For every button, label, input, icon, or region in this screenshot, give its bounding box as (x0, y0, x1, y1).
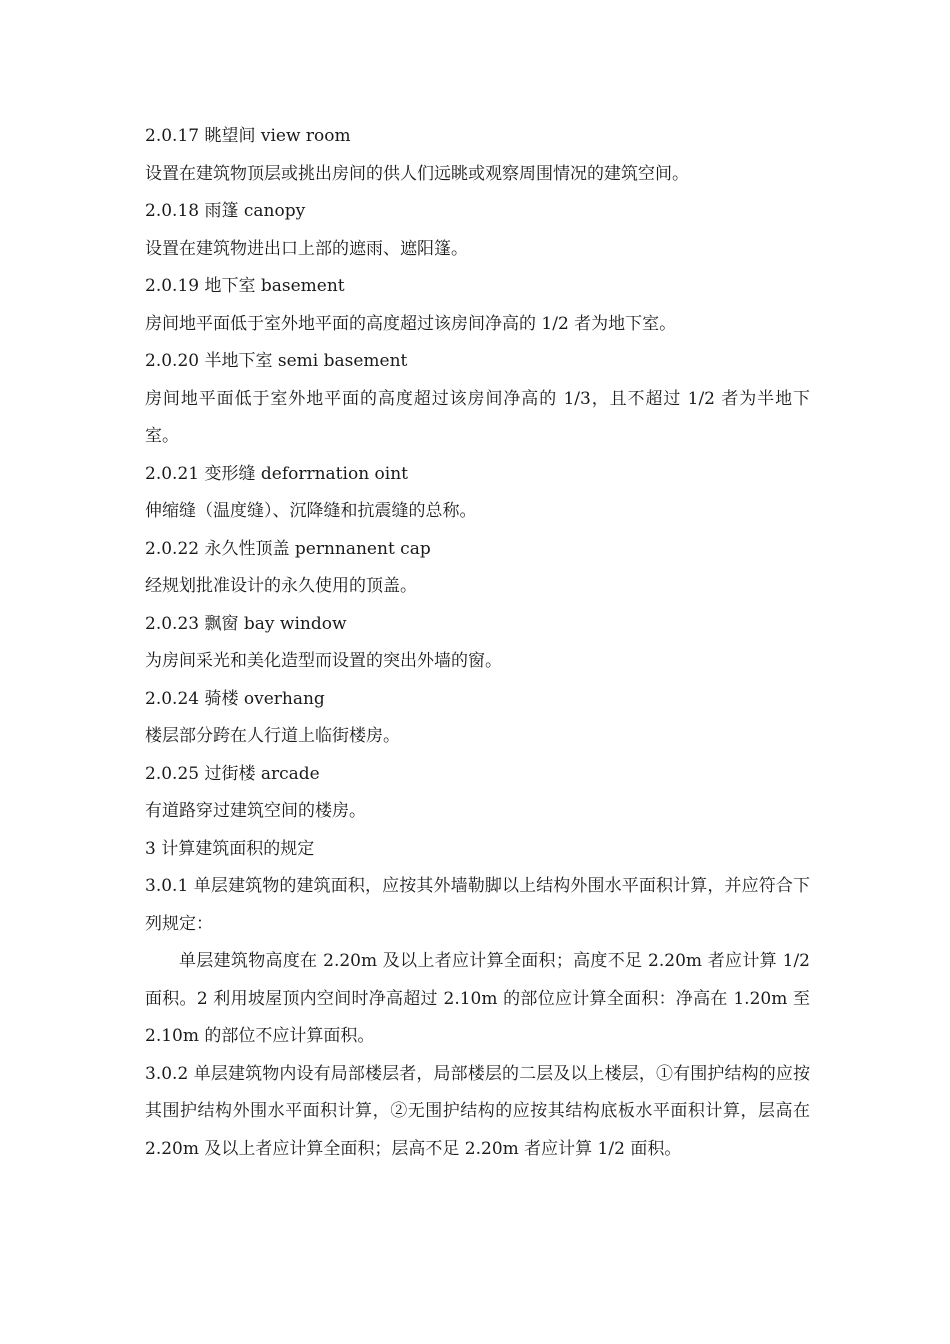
term-definition-canopy: 设置在建筑物进出口上部的遮雨、遮阳篷。 (145, 238, 468, 259)
term-definition-bay-window: 为房间采光和美化造型而设置的突出外墙的窗。 (145, 651, 502, 671)
term-heading-semi-basement: 2.0.20 半地下室 semi basement (145, 351, 408, 371)
term-heading-arcade: 2.0.25 过街楼 arcade (145, 763, 320, 784)
term-definition-basement: 房间地平面低于室外地平面的高度超过该房间净高的 1/2 者为地下室。 (145, 313, 677, 334)
term-definition-semi-basement: 房间地平面低于室外地平面的高度超过该房间净高的 1/3，且不超过 1/2 者为半地下室。 (145, 388, 810, 446)
term-heading-view-room: 2.0.17 眺望间 view room (145, 126, 351, 146)
term-heading-deformation-joint: 2.0.21 变形缝 deforrnation oint (145, 463, 408, 484)
term-heading-permanent-cap: 2.0.22 永久性顶盖 pernnanent cap (145, 538, 431, 559)
section-heading-area-rules: 3 计算建筑面积的规定 (145, 838, 315, 859)
rule-3-0-1-detail: 单层建筑物高度在 2.20m 及以上者应计算全面积；高度不足 2.20m 者应计算 1/2 面积。2 利用坡屋顶内空间时净高超过 2.10m 的部位应计算全面积：净高在 1.20m 至 2.10m 的部位不应计算面积。 (145, 951, 810, 1046)
term-definition-permanent-cap: 经规划批准设计的永久使用的顶盖。 (145, 576, 417, 596)
term-heading-overhang: 2.0.24 骑楼 overhang (145, 688, 325, 709)
term-definition-view-room: 设置在建筑物顶层或挑出房间的供人们远眺或观察周围情况的建筑空间。 (145, 163, 689, 184)
term-definition-arcade: 有道路穿过建筑空间的楼房。 (145, 801, 366, 821)
rule-3-0-2: 3.0.2 单层建筑物内设有局部楼层者，局部楼层的二层及以上楼层，①有围护结构的应按其围护结构外围水平面积计算，②无围护结构的应按其结构底板水平面积计算，层高在 2.20m 及以上者应计算全面积；层高不足 2.20m 者应计算 1/2 面积。 (145, 1063, 810, 1159)
rule-3-0-1: 3.0.1 单层建筑物的建筑面积，应按其外墙勒脚以上结构外围水平面积计算，并应符合下列规定： (145, 876, 810, 934)
term-definition-overhang: 楼层部分跨在人行道上临街楼房。 (145, 726, 400, 746)
term-heading-bay-window: 2.0.23 飘窗 bay window (145, 613, 347, 634)
term-heading-canopy: 2.0.18 雨篷 canopy (145, 201, 306, 221)
document-body (145, 118, 810, 1168)
term-heading-basement: 2.0.19 地下室 basement (145, 276, 345, 296)
term-definition-deformation-joint: 伸缩缝（温度缝）、沉降缝和抗震缝的总称。 (145, 501, 477, 521)
